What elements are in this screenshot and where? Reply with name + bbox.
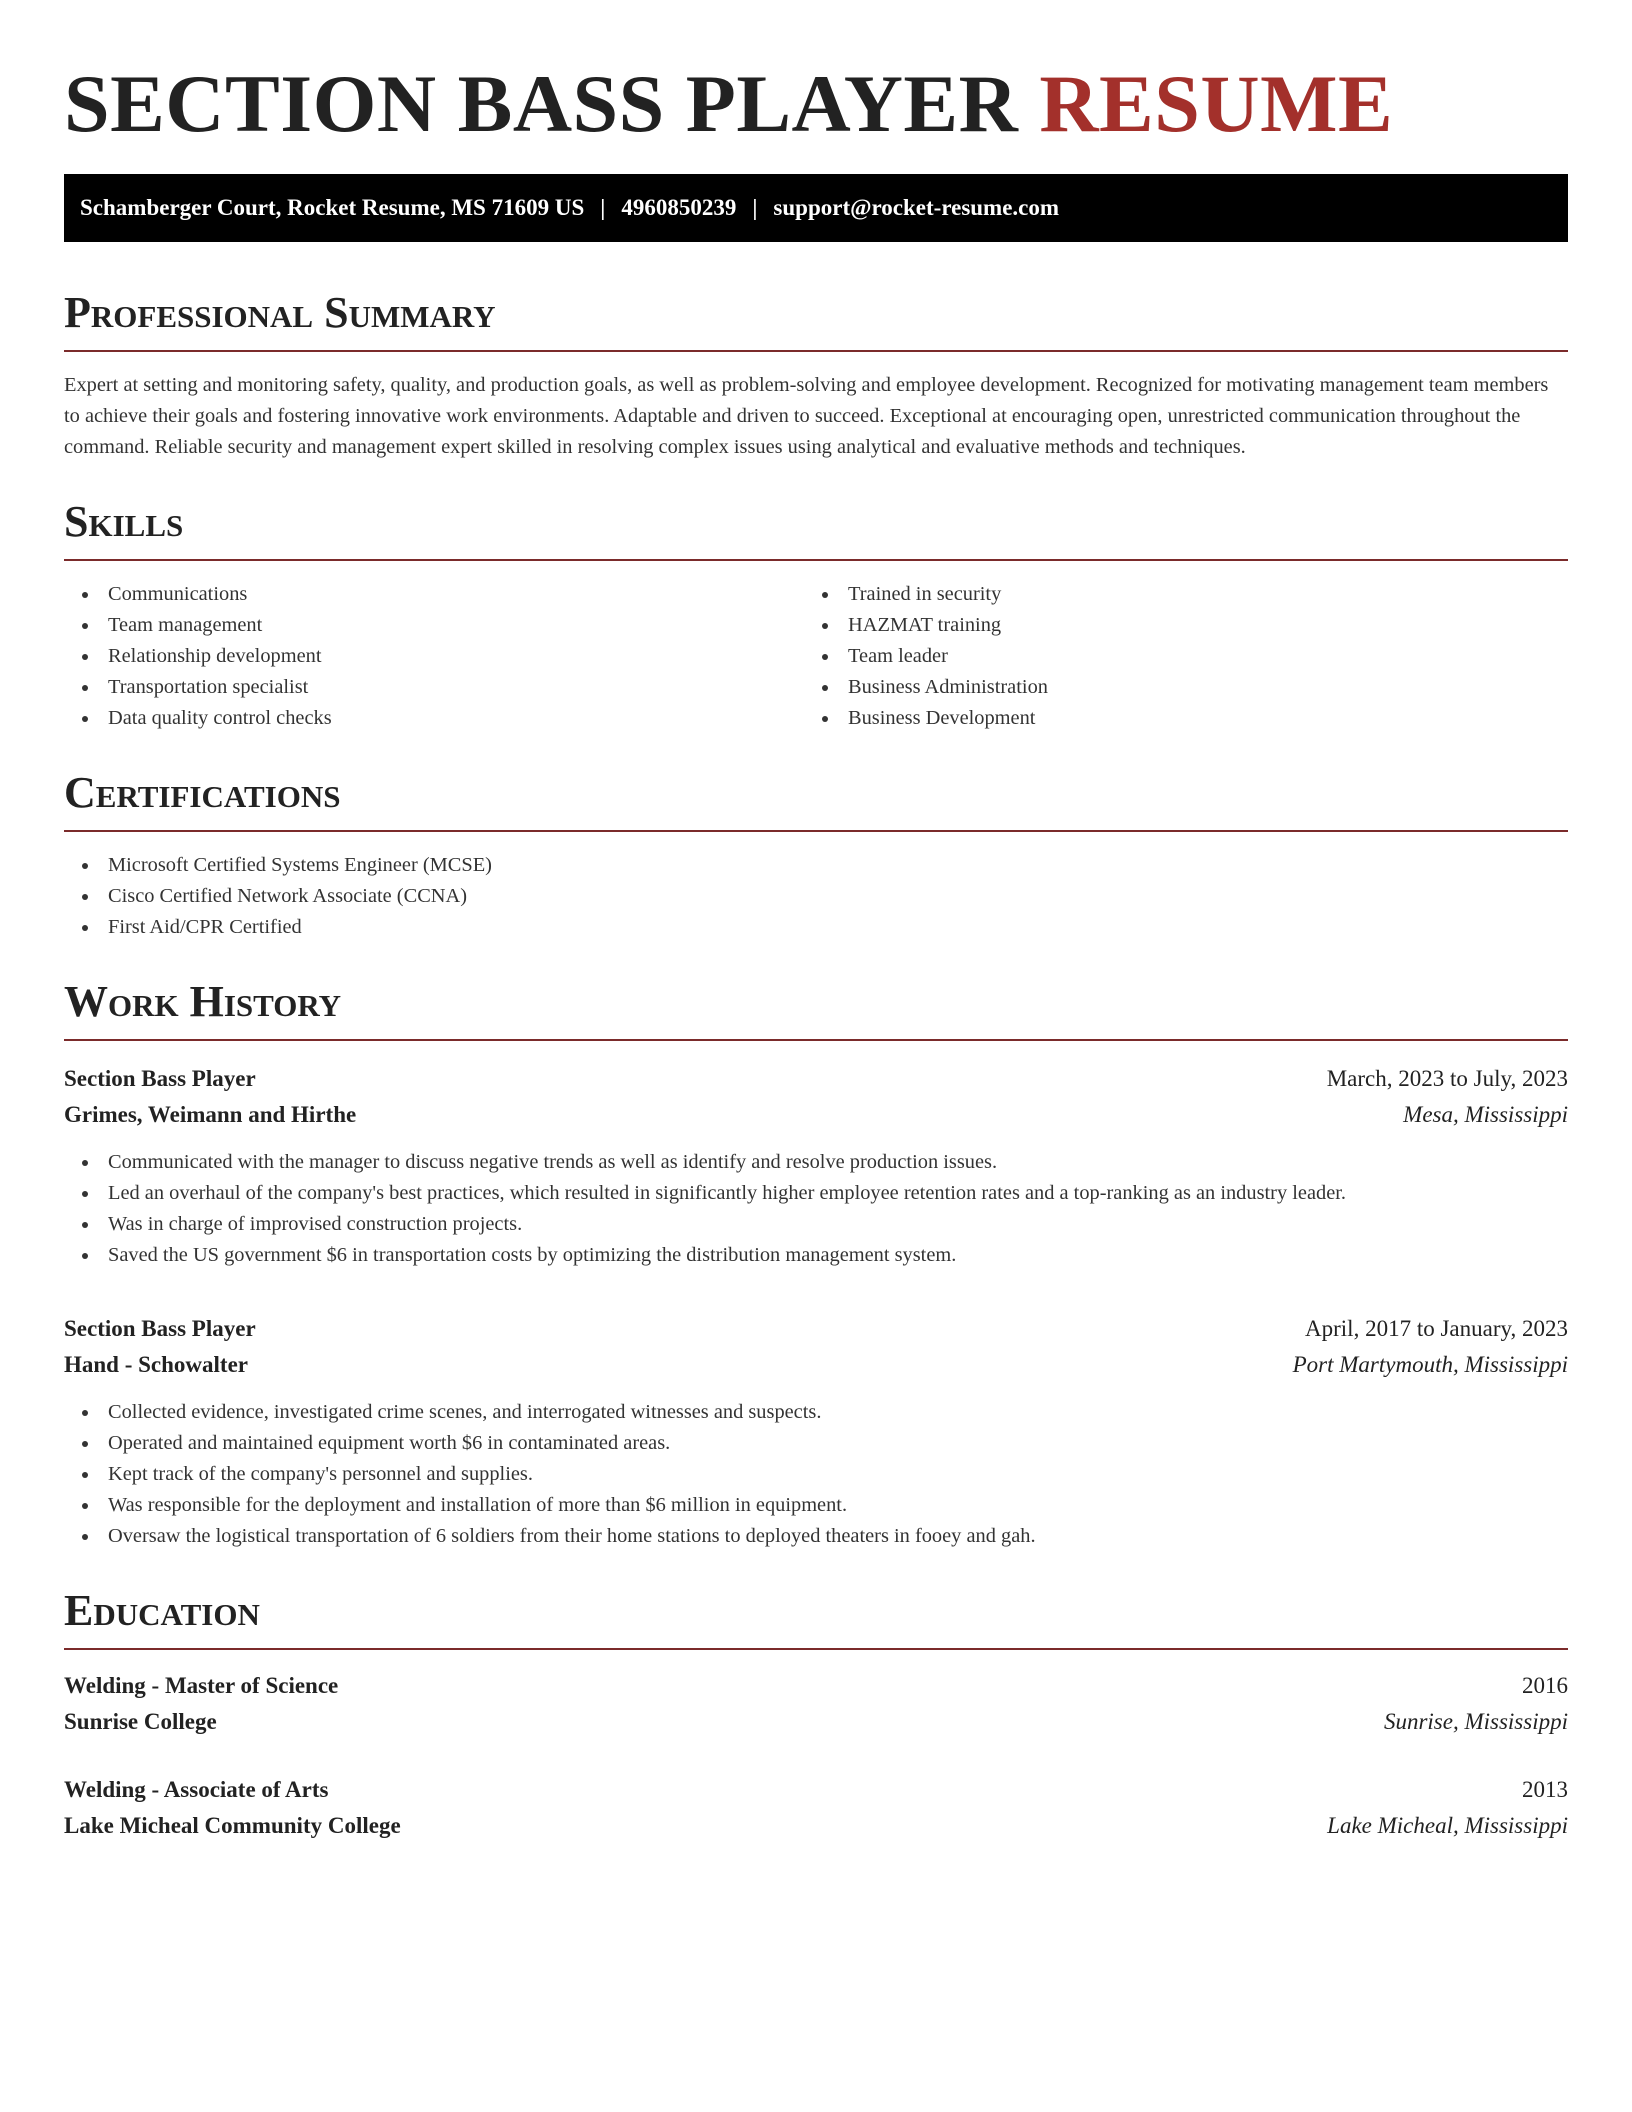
summary-text: Expert at setting and monitoring safety, quality, and production goals, as well as problem-solving and employee development. Recognized for motivating management team members to achieve their goals and fostering innovative work environments. Adaptable and driven to succeed. Exceptional at encouraging open, unrestricted communication throughout the command. Reliable security and management expert skilled in resolving complex issues using analytical and evaluative methods and techniques.: [64, 374, 1549, 458]
certifications-section: [64, 768, 1568, 943]
job-company-row: [64, 1097, 1568, 1133]
education-school: Lake Micheal Community College: [64, 1813, 401, 1838]
job-company: Hand - Schowalter: [64, 1352, 248, 1377]
skill-item: Business Development: [804, 703, 1544, 734]
skill-item: Trained in security: [804, 579, 1544, 610]
section-divider: [64, 350, 1568, 352]
contact-email: support@rocket-resume.com: [773, 195, 1060, 220]
job-duty: Kept track of the company's personnel and supplies.: [64, 1459, 1568, 1490]
job-entry: [64, 1311, 1568, 1552]
skills-grid: [64, 561, 1568, 734]
education-header-row: [64, 1772, 1568, 1808]
skill-item: Relationship development: [64, 641, 804, 672]
job-company-row: [64, 1347, 1568, 1383]
skills-heading: Skills: [64, 497, 184, 546]
job-duty: Led an overhaul of the company's best practices, which resulted in significantly higher employee retention rates and a top-ranking as an industry leader.: [64, 1178, 1568, 1209]
certification-item: Microsoft Certified Systems Engineer (MCSE): [64, 850, 1568, 881]
skill-item: Business Administration: [804, 672, 1544, 703]
resume-page: [64, 0, 1568, 1844]
certifications-list: [64, 850, 1568, 943]
job-dates: April, 2017 to January, 2023: [1305, 1316, 1568, 1341]
contact-address: Schamberger Court, Rocket Resume, MS 71609 US: [80, 195, 585, 220]
education-school-row: [64, 1704, 1568, 1740]
education-location: Lake Micheal, Mississippi: [1327, 1813, 1568, 1838]
skills-list-right: [804, 579, 1544, 734]
contact-bar: [64, 174, 1568, 242]
job-duties-list: [64, 1147, 1568, 1271]
skill-item: Team management: [64, 610, 804, 641]
education-heading: Education: [64, 1586, 260, 1635]
work-history-section: [64, 977, 1568, 1552]
certification-item: First Aid/CPR Certified: [64, 912, 1568, 943]
skill-item: HAZMAT training: [804, 610, 1544, 641]
job-header-row: [64, 1311, 1568, 1347]
contact-separator: |: [752, 195, 758, 220]
section-divider: [64, 830, 1568, 832]
summary-section: [64, 288, 1568, 463]
education-entry: [64, 1668, 1568, 1740]
certifications-heading: Certifications: [64, 768, 341, 817]
section-divider: [64, 1039, 1568, 1041]
resume-title: [64, 56, 1568, 152]
education-degree: Welding - Associate of Arts: [64, 1777, 329, 1802]
section-divider: [64, 1648, 1568, 1650]
job-title: Section Bass Player: [64, 1316, 256, 1341]
skill-item: Communications: [64, 579, 804, 610]
education-entry: [64, 1772, 1568, 1844]
job-duty: Operated and maintained equipment worth $6 in contaminated areas.: [64, 1428, 1568, 1459]
job-title: Section Bass Player: [64, 1066, 256, 1091]
job-company: Grimes, Weimann and Hirthe: [64, 1102, 357, 1127]
job-duty: Communicated with the manager to discuss negative trends as well as identify and resolve production issues.: [64, 1147, 1568, 1178]
work-history-heading: Work History: [64, 977, 342, 1026]
job-entry: [64, 1061, 1568, 1271]
job-duty: Oversaw the logistical transportation of 6 soldiers from their home stations to deployed theaters in fooey and gah.: [64, 1521, 1568, 1552]
title-main: SECTION BASS PLAYER: [64, 58, 1040, 149]
education-location: Sunrise, Mississippi: [1383, 1709, 1568, 1734]
job-duties-list: [64, 1397, 1568, 1552]
education-header-row: [64, 1668, 1568, 1704]
job-location: Mesa, Mississippi: [1403, 1102, 1568, 1127]
education-year: 2013: [1522, 1777, 1568, 1802]
title-accent: RESUME: [1039, 58, 1394, 149]
job-location: Port Martymouth, Mississippi: [1292, 1352, 1568, 1377]
education-school-row: [64, 1808, 1568, 1844]
job-dates: March, 2023 to July, 2023: [1326, 1066, 1568, 1091]
job-duty: Was in charge of improvised construction projects.: [64, 1209, 1568, 1240]
education-section: [64, 1586, 1568, 1844]
contact-separator: |: [600, 195, 606, 220]
job-duty: Was responsible for the deployment and installation of more than $6 million in equipment.: [64, 1490, 1568, 1521]
job-header-row: [64, 1061, 1568, 1097]
skill-item: Team leader: [804, 641, 1544, 672]
education-degree: Welding - Master of Science: [64, 1673, 339, 1698]
job-duty: Saved the US government $6 in transportation costs by optimizing the distribution management system.: [64, 1240, 1568, 1271]
skills-section: [64, 497, 1568, 734]
skills-list-left: [64, 579, 804, 734]
summary-heading: Professional Summary: [64, 288, 496, 337]
education-year: 2016: [1522, 1673, 1568, 1698]
skill-item: Data quality control checks: [64, 703, 804, 734]
contact-phone: 4960850239: [621, 195, 737, 220]
education-school: Sunrise College: [64, 1709, 217, 1734]
certification-item: Cisco Certified Network Associate (CCNA): [64, 881, 1568, 912]
job-duty: Collected evidence, investigated crime scenes, and interrogated witnesses and suspects.: [64, 1397, 1568, 1428]
skill-item: Transportation specialist: [64, 672, 804, 703]
